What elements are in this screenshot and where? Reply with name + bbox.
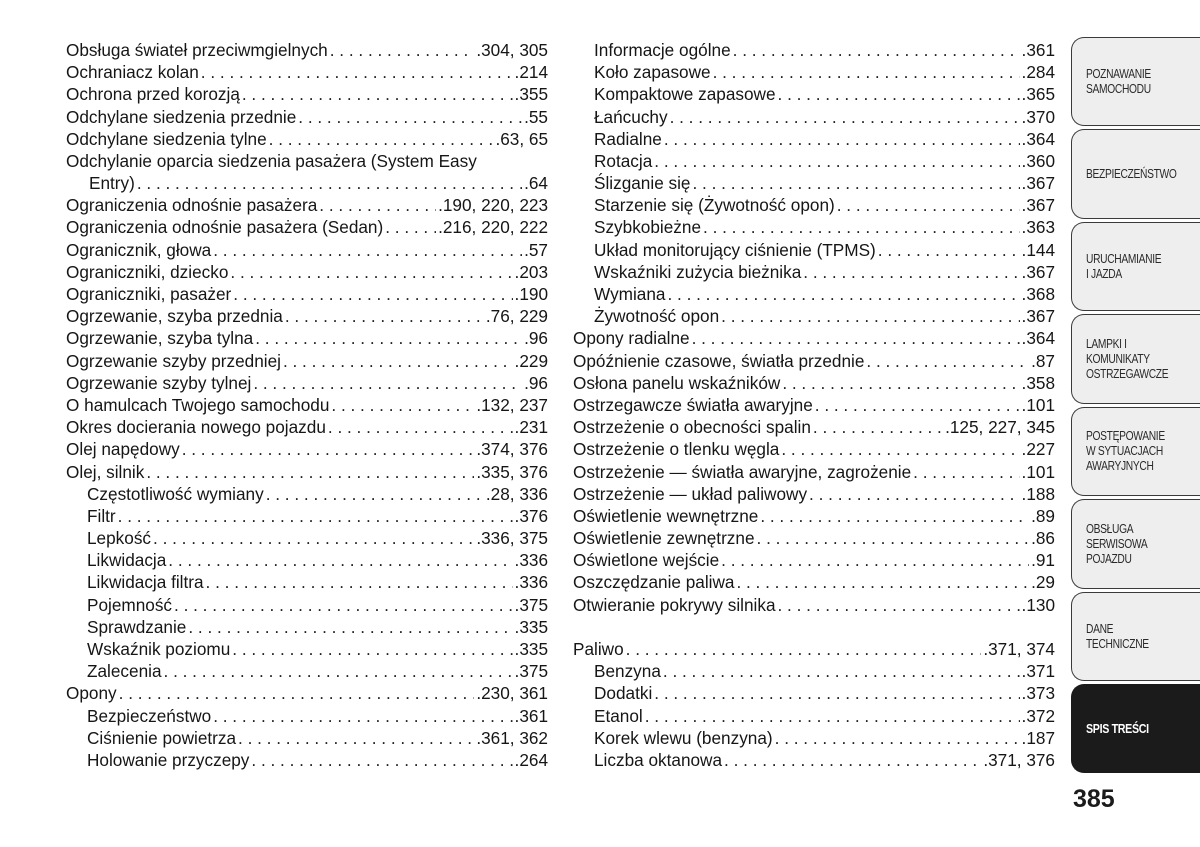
- entry-page-refs: .335, 376: [476, 461, 548, 482]
- dot-leader: [331, 394, 474, 416]
- entry-term: Okres docierania nowego pojazdu: [66, 417, 326, 438]
- entry-term: Ostrzeżenie o obecności spalin: [573, 417, 811, 438]
- index-entry: [573, 705, 1055, 727]
- entry-term: Odchylane siedzenia przednie: [66, 106, 297, 127]
- dot-leader: [319, 194, 436, 216]
- index-entry: [66, 616, 548, 638]
- index-entry: [573, 461, 1055, 483]
- entry-page-refs: .336: [514, 550, 548, 571]
- entry-page-refs: .364: [1021, 328, 1055, 349]
- entry-term: Zalecenia: [87, 661, 162, 682]
- dot-leader: [837, 194, 1020, 216]
- dot-leader: [692, 327, 1020, 349]
- entry-term: Pojemność: [87, 594, 173, 615]
- entry-term: Oświetlenie wewnętrzne: [573, 505, 759, 526]
- entry-page-refs: .371: [1021, 661, 1055, 682]
- index-entry: [66, 305, 548, 327]
- entry-page-refs: .64: [524, 173, 548, 194]
- entry-term: Sprawdzanie: [87, 616, 187, 637]
- entry-term: Dodatki: [594, 683, 653, 704]
- dot-leader: [778, 83, 1020, 105]
- entry-term: Informacje ogólne: [594, 39, 731, 60]
- entry-page-refs: .370: [1021, 106, 1055, 127]
- index-entry: [573, 172, 1055, 194]
- entry-term: Układ monitorujący ciśnienie (TPMS): [594, 239, 876, 260]
- entry-page-refs: .203: [514, 261, 548, 282]
- dot-leader: [757, 527, 1030, 549]
- entry-term: Ochrona przed korozją: [66, 84, 240, 105]
- entry-page-refs: .190, 220, 223: [438, 195, 548, 216]
- index-entry: [66, 727, 548, 749]
- entry-page-refs: .372: [1021, 705, 1055, 726]
- entry-page-refs: .361: [1021, 39, 1055, 60]
- entry-term: Szybkobieżne: [594, 217, 702, 238]
- dot-leader: [654, 682, 1019, 704]
- entry-term: Koło zapasowe: [594, 62, 711, 83]
- entry-page-refs: .187: [1021, 727, 1055, 748]
- entry-page-refs: .364: [1021, 128, 1055, 149]
- chapter-tab-label: POZNAWANIE SAMOCHODU: [1086, 66, 1151, 96]
- entry-term: Wymiana: [594, 284, 666, 305]
- index-entry: [573, 749, 1055, 771]
- entry-page-refs: .29: [1031, 572, 1055, 593]
- dot-leader: [206, 572, 513, 594]
- chapter-tab-label: BEZPIECZEŃSTWO: [1086, 166, 1177, 181]
- dot-leader: [713, 61, 1020, 83]
- entry-page-refs: .367: [1021, 306, 1055, 327]
- entry-page-refs: .304, 305: [476, 39, 548, 60]
- dot-leader: [781, 438, 1019, 460]
- entry-page-refs: .336, 375: [476, 528, 548, 549]
- index-entry: [66, 83, 548, 105]
- index-entry: [573, 594, 1055, 616]
- entry-page-refs: .28, 336: [485, 483, 548, 504]
- entry-page-refs: .216, 220, 222: [438, 217, 548, 238]
- index-entry: [66, 594, 548, 616]
- dot-leader: [736, 572, 1029, 594]
- entry-page-refs: .125, 227, 345: [945, 417, 1055, 438]
- dot-leader: [670, 106, 1020, 128]
- index-entry: [573, 217, 1055, 239]
- chapter-tab[interactable]: [1071, 222, 1200, 311]
- dot-leader: [809, 483, 1020, 505]
- entry-term: Liczba oktanowa: [594, 749, 723, 770]
- index-entry: [573, 261, 1055, 283]
- entry-term: Radialne: [594, 128, 662, 149]
- index-entry: [573, 194, 1055, 216]
- entry-page-refs: .144: [1021, 239, 1055, 260]
- index-entry: [573, 483, 1055, 505]
- dot-leader: [813, 416, 943, 438]
- index-entry: [573, 128, 1055, 150]
- dot-leader: [664, 128, 1020, 150]
- dot-leader: [188, 616, 512, 638]
- entry-page-refs: .363: [1021, 217, 1055, 238]
- dot-leader: [118, 505, 513, 527]
- entry-term: Bezpieczeństwo: [87, 705, 212, 726]
- entry-term: Opony: [66, 683, 117, 704]
- index-entry: [573, 350, 1055, 372]
- chapter-tab[interactable]: [1071, 407, 1200, 496]
- dot-leader: [803, 261, 1019, 283]
- index-entry: [573, 372, 1055, 394]
- dot-leader: [174, 594, 513, 616]
- chapter-tab-label: LAMPKI I KOMUNIKATY OSTRZEGAWCZE: [1086, 336, 1169, 381]
- dot-leader: [298, 106, 522, 128]
- index-entry: [66, 438, 548, 460]
- dot-leader: [285, 305, 484, 327]
- dot-leader: [213, 239, 522, 261]
- entry-term: Ogrzewanie, szyba tylna: [66, 328, 254, 349]
- dot-leader: [626, 638, 982, 660]
- index-entry: [573, 638, 1055, 660]
- index-entry: [573, 327, 1055, 349]
- entry-term: Kompaktowe zapasowe: [594, 84, 776, 105]
- dot-leader: [255, 327, 522, 349]
- entry-term: Oszczędzanie paliwa: [573, 572, 735, 593]
- dot-leader: [778, 594, 1020, 616]
- entry-page-refs: .132, 237: [476, 394, 548, 415]
- dot-leader: [913, 461, 1019, 483]
- index-entry: [66, 394, 548, 416]
- entry-term: Korek wlewu (benzyna): [594, 727, 773, 748]
- entry-page-refs: .89: [1031, 505, 1055, 526]
- dot-leader: [137, 172, 522, 194]
- dot-leader: [266, 483, 484, 505]
- entry-page-refs: .190: [514, 284, 548, 305]
- index-entry: [573, 283, 1055, 305]
- entry-term: Starzenie się (Żywotność opon): [594, 195, 835, 216]
- dot-leader: [242, 83, 513, 105]
- index-entry: [66, 705, 548, 727]
- entry-term: Ostrzeżenie o tlenku węgla: [573, 439, 780, 460]
- index-entry: [573, 106, 1055, 128]
- index-entry: [573, 549, 1055, 571]
- entry-term: Ograniczniki, dziecko: [66, 261, 229, 282]
- index-entry: [66, 239, 548, 261]
- dot-leader: [213, 705, 512, 727]
- entry-page-refs: .57: [524, 239, 548, 260]
- entry-page-refs: .375: [514, 594, 548, 615]
- entry-page-refs: .55: [524, 106, 548, 127]
- dot-leader: [201, 61, 513, 83]
- entry-page-refs: .368: [1021, 284, 1055, 305]
- entry-term: Ograniczenia odnośnie pasażera: [66, 195, 318, 216]
- entry-page-refs: .376: [514, 505, 548, 526]
- chapter-tab-label: URUCHAMIANIE I JAZDA: [1086, 251, 1162, 281]
- dot-leader: [230, 261, 512, 283]
- index-entry: [573, 660, 1055, 682]
- index-entry: [573, 239, 1055, 261]
- index-entry: [66, 682, 548, 704]
- dot-leader: [253, 372, 522, 394]
- index-entry: [66, 39, 548, 61]
- chapter-tab-label: OBSŁUGA SERWISOWA POJAZDU: [1086, 521, 1148, 566]
- dot-leader: [878, 239, 1020, 261]
- entry-term: Ślizganie się: [594, 173, 691, 194]
- entry-term: Likwidacja filtra: [87, 572, 204, 593]
- index-entry: [573, 572, 1055, 594]
- chapter-tab-label: POSTĘPOWANIE W SYTUACJACH AWARYJNYCH: [1086, 429, 1165, 473]
- index-entry: [573, 505, 1055, 527]
- entry-page-refs: .101: [1021, 461, 1055, 482]
- chapter-tab[interactable]: [1071, 37, 1200, 126]
- index-entry: [66, 327, 548, 349]
- entry-term: Częstotliwość wymiany: [87, 483, 264, 504]
- entry-page-refs: .91: [1031, 550, 1055, 571]
- dot-leader: [866, 350, 1029, 372]
- index-entry: [66, 350, 548, 372]
- entry-page-refs: .375: [514, 661, 548, 682]
- index-entry: [66, 527, 548, 549]
- entry-page-refs: .361, 362: [476, 727, 548, 748]
- index-entry: [66, 261, 548, 283]
- entry-term: Ostrzeżenie — światła awaryjne, zagrożenie: [573, 461, 912, 482]
- entry-page-refs: .371, 376: [983, 749, 1055, 770]
- entry-page-refs: .214: [514, 62, 548, 83]
- chapter-tab-label: DANE TECHNICZNE: [1086, 621, 1149, 651]
- chapter-tab[interactable]: [1071, 684, 1200, 773]
- dot-leader: [775, 727, 1020, 749]
- index-entry: [573, 438, 1055, 460]
- entry-term: Opóźnienie czasowe, światła przednie: [573, 350, 865, 371]
- index-entry: [66, 416, 548, 438]
- entry-term: Ogranicznik, głowa: [66, 239, 212, 260]
- entry-page-refs: .229: [514, 350, 548, 371]
- entry-term: Ochraniacz kolan: [66, 62, 199, 83]
- entry-page-refs: .264: [514, 749, 548, 770]
- index-entry: [573, 394, 1055, 416]
- entry-page-refs: .358: [1021, 372, 1055, 393]
- index-entry: [66, 150, 548, 172]
- index-entry: [573, 416, 1055, 438]
- dot-leader: [721, 549, 1029, 571]
- dot-leader: [233, 283, 512, 305]
- entry-term: Otwieranie pokrywy silnika: [573, 594, 776, 615]
- entry-term: Filtr: [87, 505, 116, 526]
- chapter-tab[interactable]: [1071, 314, 1200, 404]
- entry-page-refs: .63, 65: [495, 128, 548, 149]
- entry-page-refs: .188: [1021, 483, 1055, 504]
- dot-leader: [645, 705, 1020, 727]
- dot-leader: [238, 727, 474, 749]
- index-entry: [66, 505, 548, 527]
- index-entry: [66, 283, 548, 305]
- index-entry: [66, 572, 548, 594]
- index-entry: [66, 483, 548, 505]
- index-entry: [573, 682, 1055, 704]
- entry-term: Obsługa świateł przeciwmgielnych: [66, 39, 328, 60]
- dot-leader: [724, 749, 981, 771]
- entry-page-refs: .227: [1021, 439, 1055, 460]
- entry-term: Ogrzewanie, szyba przednia: [66, 306, 283, 327]
- dot-leader: [153, 527, 474, 549]
- dot-leader: [164, 660, 513, 682]
- index-column-left: [66, 39, 548, 771]
- entry-term: Lepkość: [87, 528, 152, 549]
- index-entry: [573, 727, 1055, 749]
- dot-leader: [703, 217, 1020, 239]
- entry-term: Ograniczniki, pasażer: [66, 284, 232, 305]
- dot-leader: [251, 749, 512, 771]
- index-entry: [66, 660, 548, 682]
- index-entry: [66, 106, 548, 128]
- entry-page-refs: .284: [1021, 62, 1055, 83]
- entry-term: Ogrzewanie szyby przedniej: [66, 350, 281, 371]
- entry-term: Ostrzeżenie — układ paliwowy: [573, 483, 808, 504]
- dot-leader: [328, 416, 513, 438]
- entry-page-refs: .86: [1031, 528, 1055, 549]
- index-spacer: [573, 616, 1055, 638]
- entry-term: Osłona panelu wskaźników: [573, 372, 781, 393]
- index-entry: [66, 128, 548, 150]
- entry-term: Odchylane siedzenia tylne: [66, 128, 267, 149]
- dot-leader: [663, 660, 1020, 682]
- entry-page-refs: .373: [1021, 683, 1055, 704]
- entry-page-refs: .101: [1021, 394, 1055, 415]
- entry-term: Wskaźnik poziomu: [87, 639, 231, 660]
- entry-term: Wskaźniki zużycia bieżnika: [594, 261, 802, 282]
- entry-term: Paliwo: [573, 639, 624, 660]
- dot-leader: [815, 394, 1020, 416]
- entry-page-refs: .336: [514, 572, 548, 593]
- index-entry: [66, 461, 548, 483]
- entry-term: Ogrzewanie szyby tylnej: [66, 372, 252, 393]
- chapter-tab-label: SPIS TREŚCI: [1086, 721, 1149, 736]
- chapter-tab[interactable]: [1071, 592, 1200, 681]
- dot-leader: [760, 505, 1029, 527]
- entry-page-refs: .231: [514, 417, 548, 438]
- entry-term: Opony radialne: [573, 328, 690, 349]
- index-entry: [66, 194, 548, 216]
- entry-term: Oświetlenie zewnętrzne: [573, 528, 755, 549]
- entry-page-refs: .87: [1031, 350, 1055, 371]
- chapter-tab[interactable]: [1071, 499, 1200, 589]
- dot-leader: [385, 217, 436, 239]
- entry-page-refs: .130: [1021, 594, 1055, 615]
- index-entry: [573, 61, 1055, 83]
- dot-leader: [119, 682, 475, 704]
- dot-leader: [733, 39, 1020, 61]
- index-entry: [66, 372, 548, 394]
- index-entry: [573, 39, 1055, 61]
- index-entry: [573, 83, 1055, 105]
- entry-term: Żywotność opon: [594, 306, 720, 327]
- entry-page-refs: .76, 229: [485, 306, 548, 327]
- entry-term: Olej napędowy: [66, 439, 180, 460]
- dot-leader: [667, 283, 1019, 305]
- entry-term: Ostrzegawcze światła awaryjne: [573, 394, 813, 415]
- entry-term: Odchylanie oparcia siedzenia pasażera (System Easy: [66, 150, 477, 171]
- page-number: 385: [1073, 785, 1115, 813]
- entry-page-refs: .230, 361: [476, 683, 548, 704]
- dot-leader: [782, 372, 1019, 394]
- entry-page-refs: .367: [1021, 195, 1055, 216]
- dot-leader: [283, 350, 513, 372]
- index-entry: [66, 638, 548, 660]
- index-entry: [66, 217, 548, 239]
- entry-page-refs: .360: [1021, 150, 1055, 171]
- entry-term: Ciśnienie powietrza: [87, 727, 237, 748]
- entry-page-refs: .361: [514, 705, 548, 726]
- index-entry: [573, 150, 1055, 172]
- entry-page-refs: .335: [514, 639, 548, 660]
- entry-term: Olej, silnik: [66, 461, 145, 482]
- dot-leader: [269, 128, 494, 150]
- dot-leader: [146, 461, 474, 483]
- index-entry: [66, 61, 548, 83]
- dot-leader: [721, 305, 1019, 327]
- entry-page-refs: .355: [514, 84, 548, 105]
- entry-term: Holowanie przyczepy: [87, 749, 250, 770]
- entry-term: Oświetlone wejście: [573, 550, 720, 571]
- entry-page-refs: .367: [1021, 173, 1055, 194]
- index-entry: [66, 749, 548, 771]
- index-column-right: [573, 39, 1055, 771]
- entry-term: Rotacja: [594, 150, 653, 171]
- dot-leader: [693, 172, 1020, 194]
- entry-page-refs: .365: [1021, 84, 1055, 105]
- chapter-tabs: [1071, 37, 1200, 776]
- entry-page-refs: .335: [514, 616, 548, 637]
- index-entry: [66, 172, 548, 194]
- dot-leader: [168, 549, 512, 571]
- dot-leader: [654, 150, 1019, 172]
- entry-term: Etanol: [594, 705, 643, 726]
- dot-leader: [232, 638, 512, 660]
- index-entry: [573, 305, 1055, 327]
- index-entry: [573, 527, 1055, 549]
- index-entry: [66, 549, 548, 571]
- dot-leader: [182, 438, 475, 460]
- entry-term: Likwidacja: [87, 550, 167, 571]
- entry-term: Entry): [89, 173, 135, 194]
- entry-page-refs: .371, 374: [983, 639, 1055, 660]
- entry-page-refs: .96: [524, 328, 548, 349]
- entry-term: Ograniczenia odnośnie pasażera (Sedan): [66, 217, 384, 238]
- chapter-tab[interactable]: [1071, 129, 1200, 219]
- entry-page-refs: .374, 376: [476, 439, 548, 460]
- entry-page-refs: .367: [1021, 261, 1055, 282]
- entry-term: Benzyna: [594, 661, 661, 682]
- dot-leader: [330, 39, 475, 61]
- entry-term: Łańcuchy: [594, 106, 668, 127]
- entry-term: O hamulcach Twojego samochodu: [66, 394, 330, 415]
- entry-page-refs: .96: [524, 372, 548, 393]
